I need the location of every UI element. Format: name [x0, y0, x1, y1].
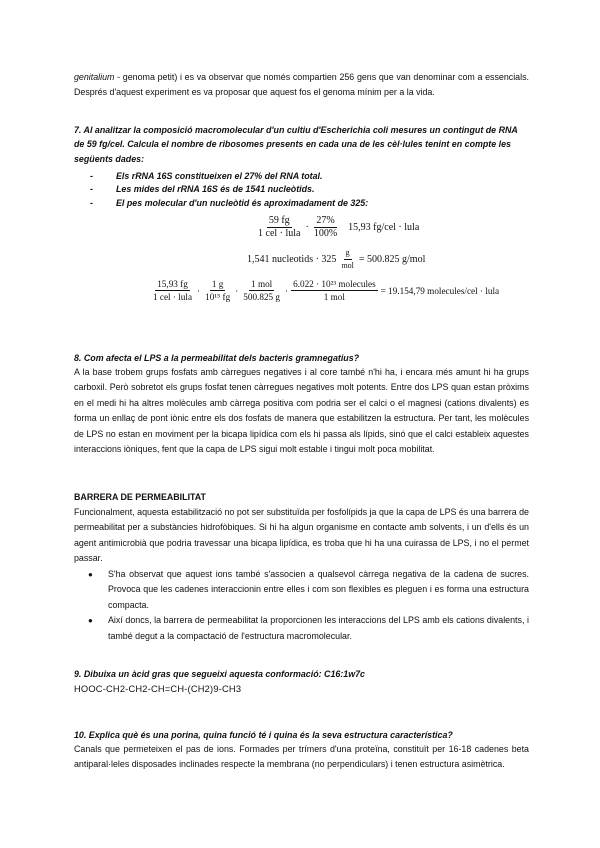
list-item: - Els rRNA 16S constitueixen el 27% del RNA total.	[88, 170, 528, 183]
equation-1: $\frac{59 fg}{\text{1 cel · lula}}$ · $\frac{27\%}{100\%}$ 15,93 fg/cel · lula	[256, 215, 422, 240]
barrier-points	[88, 567, 529, 644]
q7-data-list	[88, 170, 528, 210]
eq2-unit-den: mol	[341, 261, 354, 270]
intro-text: - genoma petit) i es va observar que només compartien 256 gens que van denominar com a essencials. Després d'aquest experiment es va proposar que aquest fos el genoma mínim per a la vida.	[74, 72, 529, 98]
eq1-result: 15,93 fg/cel · lula	[348, 222, 420, 233]
fatty-acid-formula: HOOC-CH2-CH2-CH=CH-(CH2)9-CH3	[74, 684, 242, 694]
eq3-den-2: 10¹⁵ fg	[205, 292, 231, 302]
question-7: 7. Al analitzar la composició macromolecular d'un cultiu d'Escherichia coli mesures un contingut de RNA de 59 fg/cel. Calcula el nombre de ribosomes presents en cada una de les cèl·lules tenint en compte les següents dades:	[74, 125, 518, 164]
question-9: 9. Dibuixa un àcid gras que segueixi aquesta conformació: C16:1w7c	[74, 669, 365, 679]
eq3-result: = 19.154,79 molecules/cel · lula	[380, 285, 500, 296]
eq3-num-2: 1 g	[211, 279, 224, 289]
eq1-num-2: 27%	[316, 215, 335, 226]
barrier-paragraph: Funcionalment, aquesta estabilització no pot ser substituïda per fosfolípids ja que la capa de LPS és una barrera de permeabilitat per a substàncies hidrofòbiques. Si hi ha algun organisme en contacte amb solvents, i un d'ells és un agent antimicrobià que podria travessar una bicapa lipídica, es troba que hi ha una cuirassa de LPS, i no el permet passar.	[74, 507, 529, 564]
list-item: ● S'ha observat que aquest ions també s'associen a qualsevol càrrega negativa de la cadena de sucres. Provoca que les cadenes interaccionin entre elles i com son flexibles es pleguen i es forma una estructura compacta.	[88, 567, 529, 613]
question-8: 8. Com afecta el LPS a la permeabilitat dels bacteris gramnegatius?	[74, 353, 360, 363]
eq2-result: = 500.825 g/mol	[358, 254, 426, 265]
list-item: - El pes molecular d'un nucleòtid és aproximadament de 325:	[88, 197, 528, 210]
list-item: ● Així doncs, la barrera de permeabilitat la proporcionen les interaccions del LPS amb els cations divalents, i també degut a la compactació de l'estructura macromolecular.	[88, 613, 529, 644]
eq3-den-4: 1 mol	[323, 292, 345, 302]
section-heading-barrier: BARRERA DE PERMEABILITAT	[74, 492, 206, 502]
intro-term: genitalium	[74, 72, 115, 82]
eq1-den-2: 100%	[313, 228, 338, 239]
equation-2	[244, 247, 428, 272]
eq2-unit-num: g	[344, 247, 352, 260]
eq1-num-1: 59 fg	[268, 215, 290, 226]
eq1-den-1: 1 cel · lula	[258, 228, 301, 239]
eq3-num-1: 15,93 fg	[157, 279, 188, 289]
eq3-num-3: 1 mol	[251, 279, 273, 289]
list-item: - Les mides del rRNA 16S és de 1541 nucleòtids.	[88, 183, 528, 196]
eq3-den-1: 1 cel · lula	[153, 292, 193, 302]
answer-8: A la base trobem grups fosfats amb càrregues negatives i al core també n'hi ha, i encara més amunt hi ha grups carboxil. Però sobretot els grups fosfat tenen càrregues negatives molt potents. Entre dos LPS quan estan pròxims en el medi hi ha altres molècules amb càrrega positiva com podria ser el calci o el magnesi (cations divalents) es forma un enllaç de pont iònic entre els dos fosfats de manera que estabilitzen la estructura. Per tant, les molècules de LPS no estan en moviment per la bicapa lipídica com els hi passa als lípids, sinó que el calci estableix aquestes interaccions iòniques, fent que la capa de LPS sigui molt estable i tingui molt poca mobilitat.	[74, 367, 529, 455]
intro-paragraph	[74, 70, 529, 101]
question-10: 10. Explica què és una porina, quina funció té i quina és la seva estructura característica?	[74, 730, 453, 740]
eq3-num-4: 6.022 · 10²³ molecules	[293, 279, 376, 289]
eq2-lhs: 1,541 nucleotids · 325	[247, 254, 337, 265]
equation-3: $\frac{15,93 fg}{\text{1 cel · lula}}$ · $\frac{1 g}{\text{10¹⁵ fg}}$ · $\frac{\text{1 mol}}{500.825 g}$ · $\frac{\text{6.022 · 10²³ molecules}}{\text{1 mol}}$ = 19.154,79 molecules/cel · lula	[151, 278, 502, 303]
eq3-den-3: 500.825 g	[243, 292, 281, 302]
answer-10: Canals que permeteixen el pas de ions. Formades per trímers d'una proteïna, constituït per 16-18 cadenes beta antiparal·leles disposades inclinades respecte la membrana (no perpendiculars) i tenen estructura asimètrica.	[74, 744, 529, 770]
